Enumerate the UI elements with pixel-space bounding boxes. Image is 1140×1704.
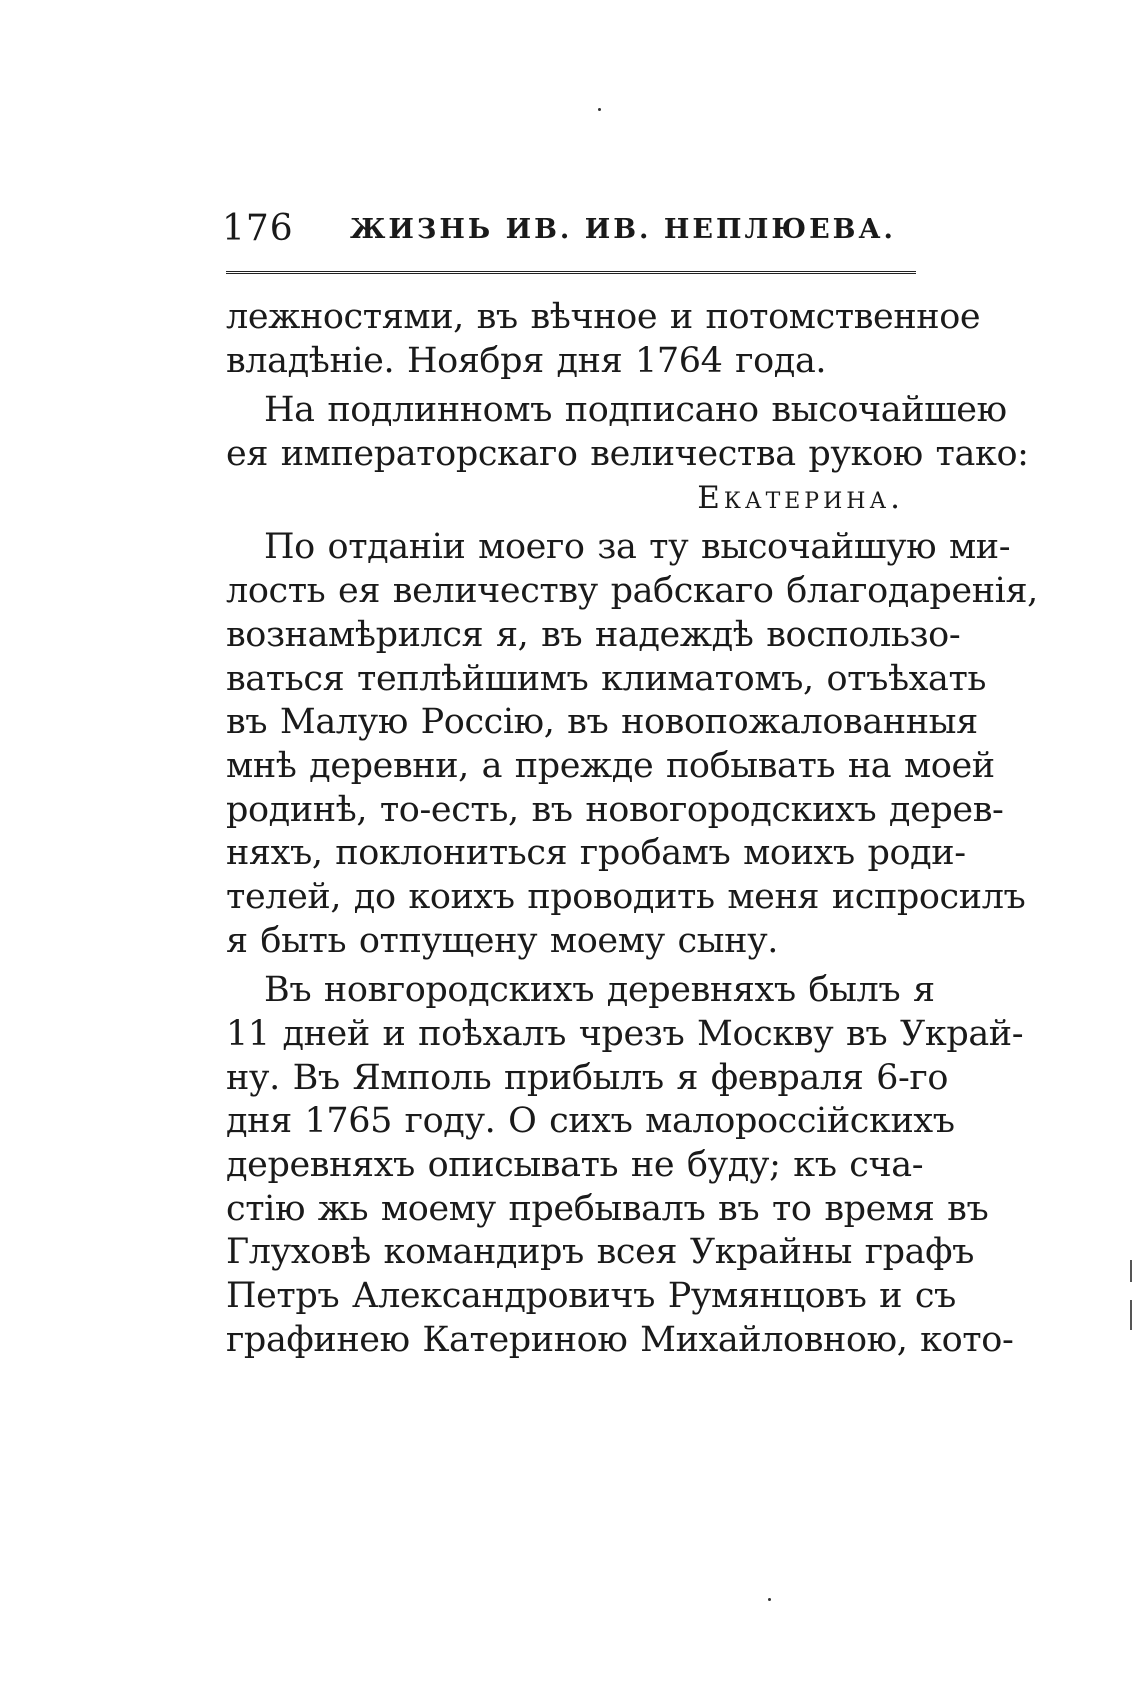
margin-mark bbox=[1130, 1300, 1132, 1330]
signature: Екатерина. bbox=[697, 479, 904, 516]
running-title: ЖИЗНЬ ИВ. ИВ. НЕПЛЮЕВА. bbox=[350, 214, 896, 245]
text-line: 11 дней и поѣхалъ чрезъ Москву въ Украй- bbox=[226, 1014, 1024, 1054]
text-line: ея императорскаго величества рукою тако: bbox=[226, 434, 1029, 475]
text-line: деревняхъ описывать не буду; къ сча- bbox=[226, 1145, 924, 1186]
text-line: дня 1765 году. О сихъ малороссійскихъ bbox=[226, 1101, 955, 1142]
text-line: графинею Катериною Михайловною, кото- bbox=[226, 1319, 1014, 1360]
print-speck bbox=[768, 1598, 771, 1601]
text-line: По отданіи моего за ту высочайшую ми- bbox=[264, 527, 1011, 568]
text-line: лость ея величеству рабскаго благодаренія, bbox=[226, 571, 1038, 612]
text-line: мнѣ деревни, а прежде побывать на моей bbox=[226, 745, 995, 786]
text-line: владѣніе. Ноября дня 1764 года. bbox=[226, 340, 827, 381]
text-line: я быть отпущену моему сыну. bbox=[226, 920, 778, 961]
text-line: На подлинномъ подписано высочайшею bbox=[264, 390, 1007, 431]
text-line: няхъ, поклониться гробамъ моихъ роди- bbox=[226, 833, 966, 874]
print-speck bbox=[598, 108, 601, 111]
text-line: вознамѣрился я, въ надеждѣ воспользо- bbox=[226, 614, 961, 655]
page-header bbox=[222, 208, 922, 258]
text-line: ну. Въ Ямполь прибылъ я февраля 6-го bbox=[226, 1057, 949, 1098]
header-rule bbox=[226, 271, 916, 274]
text-line: стію жь моему пребывалъ въ то время въ bbox=[226, 1188, 989, 1229]
body-text bbox=[226, 296, 1038, 1363]
text-line: родинѣ, то-есть, въ новогородскихъ дерев- bbox=[226, 789, 1004, 830]
margin-mark bbox=[1130, 1260, 1132, 1282]
text-line: Петръ Александровичъ Румянцовъ и съ bbox=[226, 1276, 956, 1317]
text-line: въ Малую Россію, въ новопожалованныя bbox=[226, 702, 978, 743]
text-line: Въ новгородскихъ деревняхъ былъ я bbox=[264, 970, 935, 1011]
text-line: Глуховѣ командиръ всея Украйны графъ bbox=[226, 1232, 974, 1273]
text-line: телей, до коихъ проводить меня испросилъ bbox=[226, 876, 1026, 917]
page-number: 176 bbox=[222, 208, 294, 249]
text-line: лежностями, въ вѣчное и потомственное bbox=[226, 297, 981, 337]
text-line: ваться теплѣйшимъ климатомъ, отъѣхать bbox=[226, 658, 987, 699]
